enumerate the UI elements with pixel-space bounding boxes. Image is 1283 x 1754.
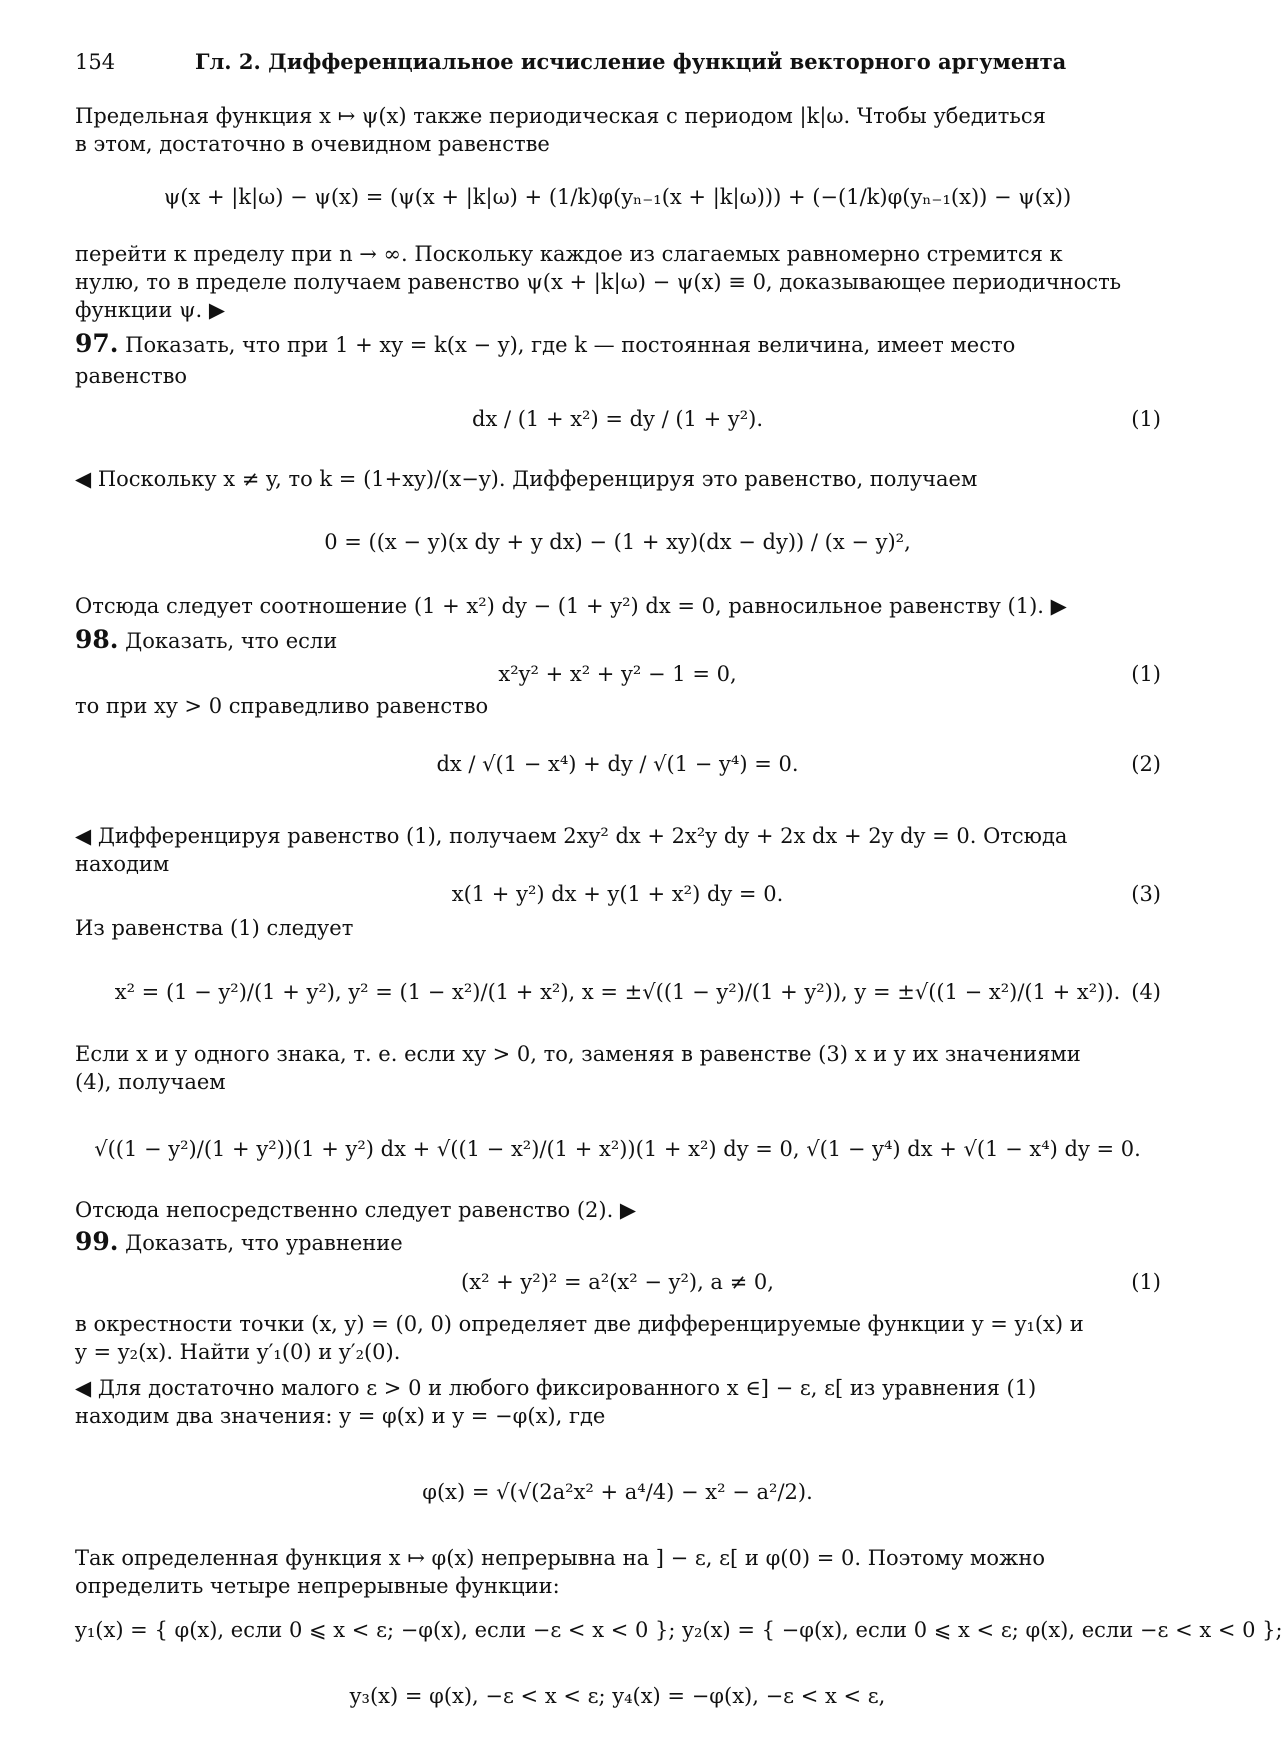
page-number: 154 — [75, 50, 116, 74]
problem-text: Доказать, что уравнение — [118, 1231, 403, 1255]
text-line: ◀ Дифференцируя равенство (1), получаем 2xy² dx + 2x²y dy + 2x dx + 2y dy = 0. Отсюда — [75, 824, 1068, 848]
text-line: нулю, то в пределе получаем равенство ψ(x + |k|ω) − ψ(x) ≡ 0, доказывающее периодичность — [75, 270, 1122, 294]
problem-number: 98. — [75, 625, 119, 654]
formula-line: y₃(x) = φ(x), −ε < x < ε; y₄(x) = −φ(x), −ε < x < ε, — [349, 1684, 886, 1708]
problem-number: 97. — [75, 329, 119, 358]
equation-number: (1) — [1131, 407, 1161, 431]
formula-line: y₁(x) = { φ(x), если 0 ⩽ x < ε; −φ(x), если −ε < x < 0 }; y₂(x) = { −φ(x), если 0 ⩽ x < ε; φ(x), если −ε < x < 0 }; — [75, 1618, 1283, 1642]
text-line: (4), получаем — [75, 1070, 226, 1094]
equation-number: (2) — [1131, 752, 1161, 776]
text-line: Если x и y одного знака, т. е. если xy > 0, то, заменяя в равенстве (3) x и y их значениями — [75, 1042, 1081, 1066]
text-line: перейти к пределу при n → ∞. Поскольку каждое из слагаемых равномерно стремится к — [75, 242, 1063, 266]
text-line: Отсюда непосредственно следует равенство (2). ▶ — [75, 1198, 637, 1222]
formula-line: φ(x) = √(√(2a²x² + a⁴/4) − x² − a²/2). — [422, 1480, 813, 1504]
problem-text: Доказать, что если — [118, 629, 338, 653]
text-line: находим — [75, 852, 170, 876]
chapter-title: Гл. 2. Дифференциальное исчисление функций векторного аргумента — [195, 49, 1067, 74]
equation-number: (3) — [1131, 882, 1161, 906]
text-line: Так определенная функция x ↦ φ(x) непрерывна на ] − ε, ε[ и φ(0) = 0. Поэтому можно — [75, 1546, 1045, 1570]
problem-number: 99. — [75, 1227, 119, 1256]
problem-statement — [75, 1228, 1160, 1257]
formula-line: x(1 + y²) dx + y(1 + x²) dy = 0. — [451, 882, 784, 906]
formula-line: dx / √(1 − x⁴) + dy / √(1 − y⁴) = 0. — [436, 752, 799, 776]
text-line: функции ψ. ▶ — [75, 298, 226, 322]
text-line: ◀ Для достаточно малого ε > 0 и любого фиксированного x ∈] − ε, ε[ из уравнения (1) — [75, 1376, 1037, 1400]
text-line: Из равенства (1) следует — [75, 916, 354, 940]
text-line: то при xy > 0 справедливо равенство — [75, 694, 489, 718]
text-line: находим два значения: y = φ(x) и y = −φ(x), где — [75, 1404, 606, 1428]
formula-line: (x² + y²)² = a²(x² − y²), a ≠ 0, — [461, 1270, 774, 1294]
text-line: y = y₂(x). Найти y′₁(0) и y′₂(0). — [75, 1340, 401, 1364]
problem-statement — [75, 626, 1160, 655]
problem-statement — [75, 330, 1160, 359]
text-line: в окрестности точки (x, y) = (0, 0) определяет две дифференцируемые функции y = y₁(x) и — [75, 1312, 1084, 1336]
formula-line: √((1 − y²)/(1 + y²))(1 + y²) dx + √((1 − x²)/(1 + x²))(1 + x²) dy = 0, √(1 − y⁴) dx + √(1 − x⁴) dy = 0. — [94, 1137, 1141, 1161]
text-line: равенство — [75, 364, 188, 388]
text-line: Предельная функция x ↦ ψ(x) также периодическая с периодом |k|ω. Чтобы убедиться — [75, 104, 1046, 128]
formula-line: ψ(x + |k|ω) − ψ(x) = (ψ(x + |k|ω) + (1/k)φ(yₙ₋₁(x + |k|ω))) + (−(1/k)φ(yₙ₋₁(x)) − ψ(x)) — [163, 185, 1072, 209]
text-line: ◀ Поскольку x ≠ y, то k = (1+xy)/(x−y). Дифференцируя это равенство, получаем — [75, 467, 978, 491]
formula-line: x²y² + x² + y² − 1 = 0, — [498, 662, 737, 686]
problem-text: Показать, что при 1 + xy = k(x − y), где k — постоянная величина, имеет место — [118, 333, 1016, 357]
equation-number: (1) — [1131, 662, 1161, 686]
equation-number: (1) — [1131, 1270, 1161, 1294]
text-line: определить четыре непрерывные функции: — [75, 1574, 560, 1598]
equation-number: (4) — [1131, 980, 1161, 1004]
text-line: в этом, достаточно в очевидном равенстве — [75, 132, 550, 156]
formula-line: 0 = ((x − y)(x dy + y dx) − (1 + xy)(dx − dy)) / (x − y)², — [324, 530, 911, 554]
formula-line: dx / (1 + x²) = dy / (1 + y²). — [472, 407, 763, 431]
text-line: Отсюда следует соотношение (1 + x²) dy − (1 + y²) dx = 0, равносильное равенству (1). ▶ — [75, 594, 1067, 618]
formula-line: x² = (1 − y²)/(1 + y²), y² = (1 − x²)/(1 + x²), x = ±√((1 − y²)/(1 + y²)), y = ±√((1 − x²)/(1 + x²)). — [114, 980, 1121, 1004]
